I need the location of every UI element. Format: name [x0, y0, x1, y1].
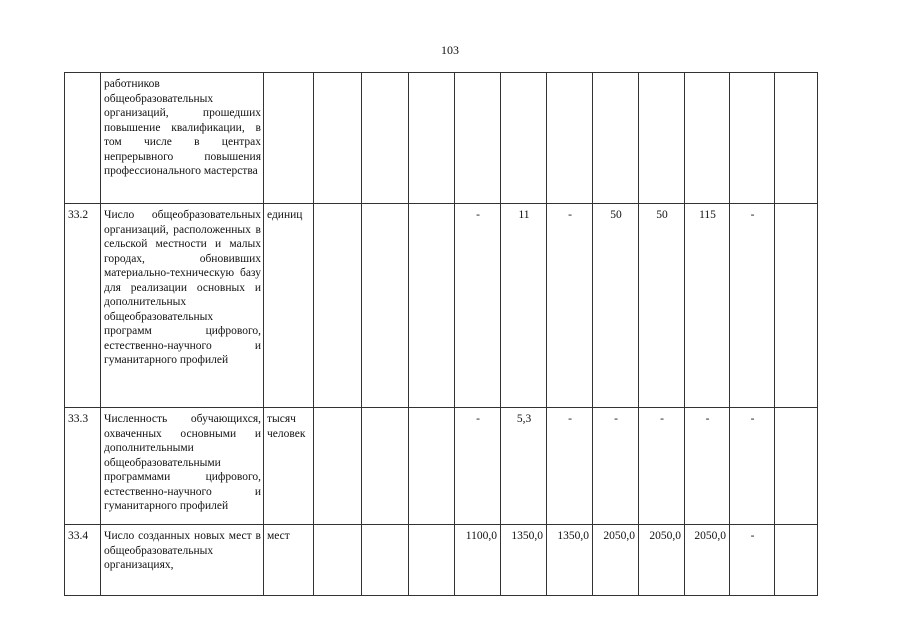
unit-of-measure: тысяч человек — [264, 408, 314, 525]
value-cell — [314, 525, 362, 596]
value-cell: - — [455, 204, 501, 408]
value-cell: 1100,0 — [455, 525, 501, 596]
indicator-description: Число общеобразовательных организаций, расположенных в сельской местности и малых городах, обновивших материально-техническую базу для реализации основных и дополнительных общеобразовательных программ цифрового, естественно-научного и гуманитарного профилей — [101, 204, 264, 408]
value-cell: 115 — [685, 204, 730, 408]
value-cell — [730, 73, 775, 204]
value-cell — [547, 73, 593, 204]
page-number: 103 — [441, 43, 459, 57]
table-row — [65, 408, 818, 525]
value-cell — [409, 525, 455, 596]
value-cell — [362, 73, 409, 204]
value-cell — [775, 73, 818, 204]
indicator-description: Численность обучающихся, охваченных основными и дополнительными общеобразовательными программами цифрового, естественно-научного и гуманитарного профилей — [101, 408, 264, 525]
indicator-description: работников общеобразовательных организаций, прошедших повышение квалификации, в том числе в центрах непрерывного повышения профессионального мастерства — [101, 73, 264, 204]
indicator-description: Число созданных новых мест в общеобразовательных организациях, — [101, 525, 264, 596]
value-cell — [593, 73, 639, 204]
value-cell — [409, 204, 455, 408]
value-cell: 11 — [501, 204, 547, 408]
value-cell: - — [730, 408, 775, 525]
value-cell — [501, 73, 547, 204]
value-cell: - — [547, 408, 593, 525]
value-cell: 1350,0 — [547, 525, 593, 596]
value-cell — [362, 408, 409, 525]
value-cell: - — [455, 408, 501, 525]
value-cell — [362, 525, 409, 596]
value-cell — [455, 73, 501, 204]
value-cell — [409, 73, 455, 204]
value-cell: 2050,0 — [685, 525, 730, 596]
value-cell: - — [639, 408, 685, 525]
value-cell: 2050,0 — [593, 525, 639, 596]
unit-of-measure — [264, 73, 314, 204]
value-cell — [362, 204, 409, 408]
value-cell: - — [730, 525, 775, 596]
value-cell: 1350,0 — [501, 525, 547, 596]
value-cell: - — [685, 408, 730, 525]
row-number: 33.3 — [65, 408, 101, 525]
value-cell: 50 — [593, 204, 639, 408]
value-cell — [685, 73, 730, 204]
table-row — [65, 73, 818, 204]
value-cell — [775, 408, 818, 525]
row-number: 33.2 — [65, 204, 101, 408]
indicator-table — [64, 72, 818, 596]
value-cell — [775, 525, 818, 596]
value-cell — [314, 204, 362, 408]
value-cell — [314, 408, 362, 525]
row-number: 33.4 — [65, 525, 101, 596]
unit-of-measure: мест — [264, 525, 314, 596]
value-cell: 2050,0 — [639, 525, 685, 596]
table-row — [65, 525, 818, 596]
row-number — [65, 73, 101, 204]
value-cell — [639, 73, 685, 204]
value-cell — [314, 73, 362, 204]
value-cell: - — [730, 204, 775, 408]
table-row — [65, 204, 818, 408]
value-cell — [775, 204, 818, 408]
value-cell: - — [593, 408, 639, 525]
unit-of-measure: единиц — [264, 204, 314, 408]
value-cell: 5,3 — [501, 408, 547, 525]
value-cell — [409, 408, 455, 525]
value-cell: - — [547, 204, 593, 408]
value-cell: 50 — [639, 204, 685, 408]
